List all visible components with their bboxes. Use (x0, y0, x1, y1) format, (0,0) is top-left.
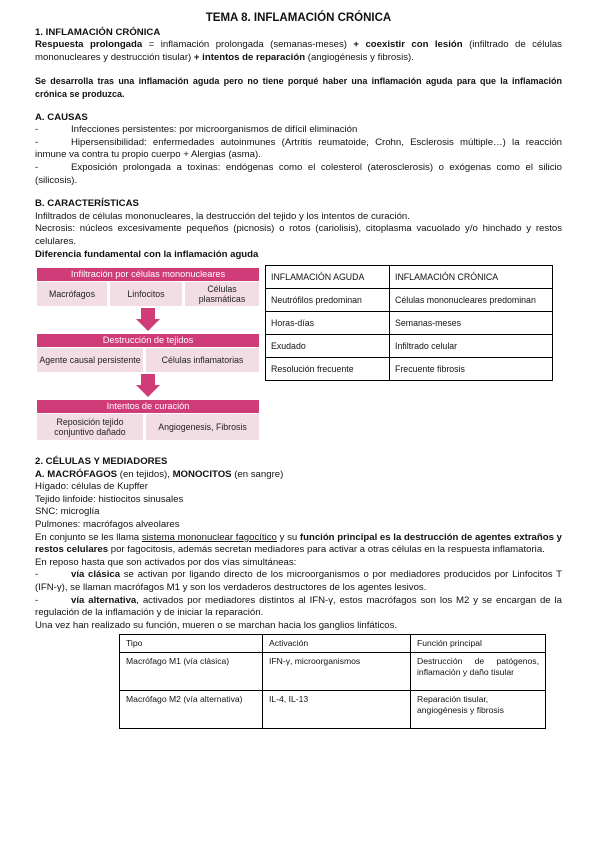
location-line: Hígado: células de Kupffer (35, 481, 148, 493)
bold-term: + coexistir con lesión (353, 39, 463, 51)
table-cell: Semanas-meses (390, 312, 553, 335)
comparison-table (265, 265, 553, 381)
text: se activan por ligando directo de los microorganismos o por mediadores producidos por Linfocitos T (IFN-γ), se llaman macrófagos M1 y son los verdaderos destructores de los agentes lesivos. (35, 569, 562, 594)
subsection-heading (35, 469, 562, 482)
text: (en sangre) (231, 468, 284, 480)
table-cell: IFN-γ, microorganismos (263, 653, 411, 691)
bold-term: A. MACRÓFAGOS (35, 468, 118, 480)
header-cell: Activación (263, 635, 411, 653)
list-text: Exposición prolongada a toxinas: endógenas como el colesterol (aterosclerosis) o exógenas como el silicio (silicosis). (35, 161, 562, 186)
header-cell: INFLAMACIÓN AGUDA (266, 266, 390, 289)
text: , activados por mediadores distintos al IFN-γ, estos macrófagos son los M2 y se encargan de la regulación de la inflamación y de iniciar la reparación. (35, 594, 563, 619)
location-line: Tejido linfoide: histiocitos sinusales (35, 493, 184, 505)
reposo-line: En reposo hasta que son activados por dos vías simultáneas: (35, 556, 297, 568)
down-arrow-icon (136, 385, 160, 397)
bold-term: Respuesta prolongada (35, 39, 143, 51)
list-item (35, 595, 562, 620)
header-cell: Función principal (411, 635, 546, 653)
section-heading: 1. INFLAMACIÓN CRÓNICA (35, 26, 161, 38)
table-row (120, 691, 546, 729)
list-text: Hipersensibilidad: enfermedades autoinmunes (Artritis reumatoide, Crohn, Esclerosis múltiple…) la reacción inmune va contra tu propio cuerpo + Alergias (asma). (35, 136, 562, 161)
diagram-cell-plasmaticas: Células plasmáticas (185, 282, 259, 306)
location-line: SNC: microglía (35, 506, 100, 518)
table-cell: Exudado (266, 335, 390, 358)
dash: - (35, 124, 39, 136)
location-line: Pulmones: macrófagos alveolares (35, 519, 180, 531)
text: (infiltrado de células mononucleares y destrucción tisular) (35, 39, 562, 63)
bold-term: MONOCITOS (172, 468, 232, 480)
table-row (266, 358, 553, 381)
diagram-cell-angiogenesis: Angiogenesis, Fibrosis (146, 414, 259, 440)
bold-term: vía alternativa (71, 594, 137, 606)
dash: - (35, 136, 39, 148)
text: = inflamación prolongada (semanas-meses) (142, 39, 354, 51)
underlined-term: sistema mononuclear fagocítico (141, 531, 277, 543)
list-item (35, 569, 562, 594)
down-arrow-icon (136, 319, 160, 331)
diagram-cell-linfocitos: Linfocitos (110, 282, 182, 306)
document-page (35, 10, 562, 729)
page-title: TEMA 8. INFLAMACIÓN CRÓNICA (205, 12, 392, 24)
conjunto-paragraph (35, 532, 562, 557)
list-item (35, 162, 562, 187)
text: (en tejidos), (117, 468, 173, 480)
bold-term: función principal es la destrucción de agentes extraños y restos celulares (35, 531, 562, 556)
table-cell: Horas-días (266, 312, 390, 335)
text: En conjunto se les llama (35, 531, 142, 543)
final-line: Una vez han realizado su función, mueren o se marchan hacia los ganglios linfáticos. (35, 619, 398, 631)
table-cell: Macrófago M1 (vía clásica) (120, 653, 263, 691)
section-heading: 2. CÉLULAS Y MEDIADORES (35, 456, 168, 468)
table-cell: Macrófago M2 (vía alternativa) (120, 691, 263, 729)
text: y su (276, 531, 300, 543)
bold-term: vía clásica (71, 569, 121, 581)
table-header-row (266, 266, 553, 289)
table-cell: Neutrófilos predominan (266, 289, 390, 312)
table-cell: Destrucción de patógenos, inflamación y daño tisular (411, 653, 546, 691)
diagram-bar-destruccion: Destrucción de tejidos (37, 334, 259, 347)
table-row (266, 312, 553, 335)
note-paragraph: Se desarrolla tras una inflamación aguda pero no tiene porqué haber una inflamación aguda para que la inflamación crónica se produzca. (35, 76, 562, 99)
table-cell: Células mononucleares predominan (390, 289, 553, 312)
caract-line: Infiltrados de células mononucleares, la destrucción del tejido y los intentos de curación. (35, 210, 410, 222)
diagram-bar-infiltracion: Infiltración por células mononucleares (37, 268, 259, 281)
table-cell: Reparación tisular, angiogénesis y fibrosis (411, 691, 546, 729)
dash: - (35, 569, 39, 581)
diagram-cell-macrofagos: Macrófagos (37, 282, 107, 306)
table-cell: IL-4, IL-13 (263, 691, 411, 729)
caract-line: Necrosis: núcleos excesivamente pequeños (picnosis) o rotos (cariolisis), citoplasma vacuolado y/o hinchado y restos celulares. (35, 223, 562, 247)
arrow-shaft (141, 308, 155, 319)
diagram-bar-curacion: Intentos de curación (37, 400, 259, 413)
diagram-cell-inflamatorias: Células inflamatorias (146, 348, 259, 372)
table-row (266, 289, 553, 312)
causas-heading: A. CAUSAS (35, 111, 88, 123)
figure-row (35, 265, 562, 450)
caracteristicas-heading: B. CARACTERÍSTICAS (35, 198, 139, 210)
bold-term: + intentos de reparación (193, 51, 306, 63)
diagram-cell-agente: Agente causal persistente (37, 348, 143, 372)
definition-paragraph (35, 39, 562, 64)
inflammation-diagram (37, 268, 259, 443)
list-item (35, 124, 562, 137)
list-text: Infecciones persistentes: por microorganismos de difícil eliminación (71, 124, 358, 136)
text: (angiogénesis y fibrosis). (305, 51, 414, 63)
diagram-cell-reposicion: Reposición tejido conjuntivo dañado (37, 414, 143, 440)
dash: - (35, 594, 39, 606)
table-row (120, 653, 546, 691)
table-cell: Infiltrado celular (390, 335, 553, 358)
macrophage-types-table (119, 634, 546, 729)
header-cell: INFLAMACIÓN CRÓNICA (390, 266, 553, 289)
list-item (35, 137, 562, 162)
header-cell: Tipo (120, 635, 263, 653)
arrow-shaft (141, 374, 155, 385)
table-row (266, 335, 553, 358)
caract-subtitle: Diferencia fundamental con la inflamación aguda (35, 248, 259, 260)
table-cell: Resolución frecuente (266, 358, 390, 381)
text: por fagocitosis, además secretan mediadores para activar a otras células en la respuesta inflamatoria. (108, 544, 545, 556)
table-header-row (120, 635, 546, 653)
table-cell: Frecuente fibrosis (390, 358, 553, 381)
dash: - (35, 161, 39, 173)
